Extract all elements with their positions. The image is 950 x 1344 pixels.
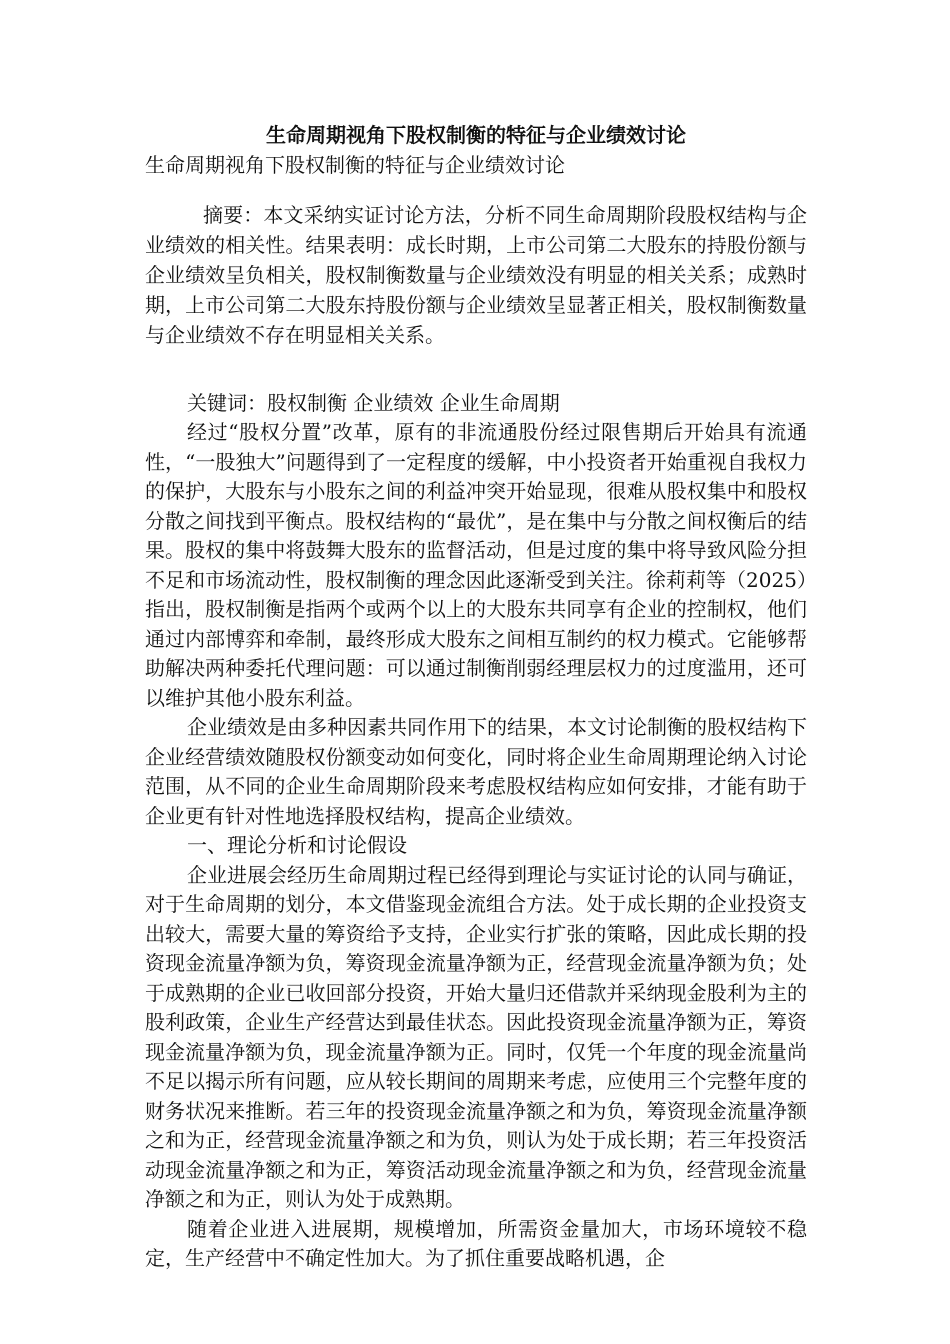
body-paragraph: 经过“股权分置”改革，原有的非流通股份经过限售期后开始具有流通性，“一股独大”问题得到了一定程度的缓解，中小投资者开始重视自我权力的保护，大股东与小股东之间的利益冲突开始显现，很难从股权集中和股权分散之间找到平衡点。股权结构的“最优”，是在集中与分散之间权衡后的结果。股权的集中将鼓舞大股东的监督活动，但是过度的集中将导致风险分担不足和市场流动性，股权制衡的理念因此逐渐受到关注。徐莉莉等（2025）指出，股权制衡是指两个或两个以上的大股东共同享有企业的控制权，他们通过内部博弈和牵制，最终形成大股东之间相互制约的权力模式。它能够帮助解决两种委托代理问题：可以通过制衡削弱经理层权力的过度滥用，还可以维护其他小股东利益。	[145, 420, 807, 710]
document-title: 生命周期视角下股权制衡的特征与企业绩效讨论	[266, 123, 686, 147]
section-heading: 一、理论分析和讨论假设	[187, 833, 407, 857]
body-paragraph: 企业进展会经历生命周期过程已经得到理论与实证讨论的认同与确证，对于生命周期的划分，本文借鉴现金流组合方法。处于成长期的企业投资支出较大，需要大量的筹资给予支持，企业实行扩张的策略，因此成长期的投资现金流量净额为负，筹资现金流量净额为正，经营现金流量净额为负；处于成熟期的企业已收回部分投资，开始大量归还借款并采纳现金股利为主的股利政策，企业生产经营达到最佳状态。因此投资现金流量净额为正，筹资现金流量净额为负，现金流量净额为正。同时，仅凭一个年度的现金流量尚不足以揭示所有问题，应从较长期间的周期来考虑，应使用三个完整年度的财务状况来推断。若三年的投资现金流量净额之和为负，筹资现金流量净额之和为正，经营现金流量净额之和为负，则认为处于成长期；若三年投资活动现金流量净额之和为正，筹资活动现金流量净额之和为负，经营现金流量净额之和为正，则认为处于成熟期。	[145, 862, 807, 1211]
body-paragraph: 随着企业进入进展期，规模增加，所需资金量加大，市场环境较不稳定，生产经营中不确定性加大。为了抓住重要战略机遇，企	[145, 1216, 807, 1270]
document-subtitle: 生命周期视角下股权制衡的特征与企业绩效讨论	[145, 153, 565, 177]
keywords-line: 关键词：股权制衡 企业绩效 企业生命周期	[187, 391, 560, 415]
body-paragraph: 企业绩效是由多种因素共同作用下的结果，本文讨论制衡的股权结构下企业经营绩效随股权份额变动如何变化，同时将企业生命周期理论纳入讨论范围，从不同的企业生命周期阶段来考虑股权结构应如何安排，才能有助于企业更有针对性地选择股权结构，提高企业绩效。	[145, 715, 807, 828]
document-page	[145, 120, 807, 1274]
abstract-paragraph: 摘要：本文采纳实证讨论方法，分析不同生命周期阶段股权结构与企业绩效的相关性。结果表明：成长时期，上市公司第二大股东的持股份额与企业绩效呈负相关，股权制衡数量与企业绩效没有明显的相关关系；成熟时期，上市公司第二大股东持股份额与企业绩效呈显著正相关，股权制衡数量与企业绩效不存在明显相关关系。	[145, 203, 807, 347]
